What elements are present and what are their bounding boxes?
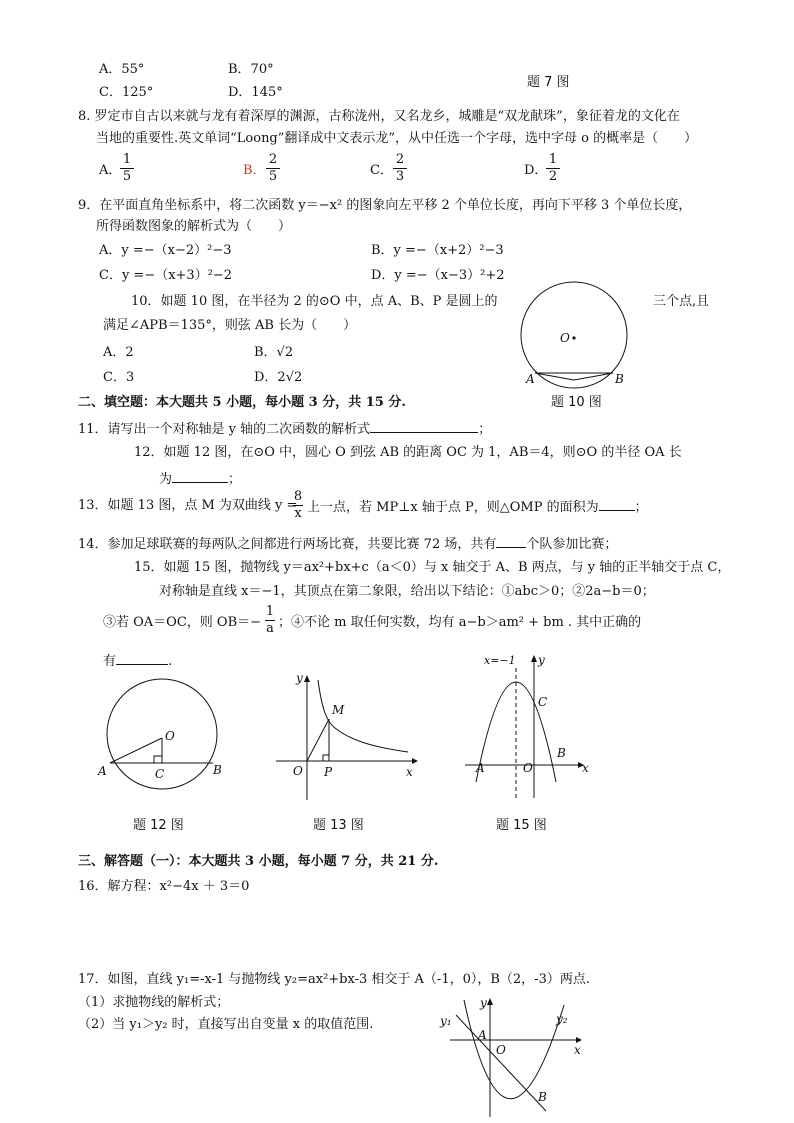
fig13-label-y: y [296, 671, 303, 685]
q13-stem-pre: 13．如题 13 图，点 M 为双曲线 y = [78, 498, 298, 513]
q8-option-c: C． [370, 163, 393, 178]
q7-option-d: D．145° [228, 85, 283, 100]
q10-circle [521, 282, 627, 388]
q13-stem-post: 上一点，若 MP⊥x 轴于点 P，则△OMP 的面积为 ； [307, 500, 648, 515]
q10-label-b: B [615, 372, 624, 386]
figure-13 [272, 670, 422, 810]
q17-part1: （1）求抛物线的解析式； [78, 995, 230, 1010]
q16-stem: 16．解方程：x²−4x ＋ 3＝0 [78, 879, 250, 894]
fig12-caption: 题 12 图 [133, 818, 184, 833]
q10-option-b: B．√2 [254, 345, 294, 360]
fig13-label-m: M [332, 703, 345, 717]
q17-y-arrow [487, 998, 493, 1005]
q15-answer-blank[interactable] [116, 652, 168, 665]
q10-option-c: C．3 [103, 370, 135, 385]
q7-option-a: A．55° [99, 62, 145, 77]
q12-stem-line2: 为 ； [159, 472, 242, 487]
q10-stem-line2: 满足∠APB＝135°，则弦 AB 长为（ ） [103, 318, 357, 333]
q10-figure-caption: 题 10 图 [551, 395, 602, 410]
q15-stem-line2: 对称轴是直线 x＝−1，其顶点在第二象限，给出以下结论：①abc＞0；②2a−b＝0； [159, 584, 655, 599]
q9-option-c: C．y =−（x+3）²−2 [99, 268, 233, 283]
q17-line-y1 [456, 1015, 546, 1111]
q9-stem-line2: 所得函数图象的解析式为（ ） [96, 219, 292, 234]
q10-stem-line1: 10．如题 10 图，在半径为 2 的⊙O 中，点 A、B、P 是圆上的 [131, 294, 498, 309]
fig12-label-c: C [155, 767, 165, 781]
fig15-label-y: y [538, 653, 545, 667]
q15-stem-line1: 15．如题 15 图，抛物线 y＝ax²+bx+c（a＜0）与 x 轴交于 A、B 两点，与 y 轴的正半轴交于点 C， [134, 560, 731, 575]
q8-option-d: D． [524, 163, 548, 178]
fig15-label-b: B [557, 746, 566, 760]
q15-fraction: 1 a [265, 604, 275, 636]
q17-label-y2: y₂ [556, 1012, 568, 1026]
fig13-label-p: P [324, 765, 333, 779]
fig12-right-angle [154, 756, 162, 763]
figure-12 [95, 680, 235, 790]
q8-option-b: B． [243, 163, 266, 178]
fig13-x-arrow [412, 758, 418, 764]
section-2-heading: 二、填空题：本大题共 5 小题，每小题 3 分，共 15 分. [78, 395, 406, 410]
q15-stem-line4: 有 . [103, 654, 173, 669]
q17-parabola [464, 1000, 564, 1099]
fig15-label-a: A [476, 761, 485, 775]
fig13-label-x: x [406, 765, 413, 779]
fig15-label-axis: x=−1 [484, 654, 516, 667]
q11-answer-blank[interactable] [370, 420, 478, 433]
q8-fraction-a: 1 5 [120, 153, 134, 184]
figure-15 [462, 650, 602, 800]
q17-stem: 17．如图，直线 y₁=-x-1 与抛物线 y₂=ax²+bx-3 相交于 A（-1，0），B（2，-3）两点. [78, 972, 590, 987]
q17-figure [438, 995, 598, 1120]
q8-stem-line1: 8. 罗定市自古以来就与龙有着深厚的渊源，古称泷州，又名龙乡，城雕是“双龙献珠”，象征着龙的文化在 [78, 109, 680, 124]
q9-stem-line1: 9．在平面直角坐标系中，将二次函数 y＝−x² 的图象向左平移 2 个单位长度，再向下平移 3 个单位长度， [78, 198, 692, 213]
q10-option-a: A．2 [103, 345, 134, 360]
q15-stem-line3-pre: ③若 OA＝OC，则 OB＝− [103, 615, 262, 630]
q9-option-b: B．y =−（x+2）²−3 [371, 243, 504, 258]
fig12-label-o: O [165, 729, 175, 743]
fig15-label-o: O [523, 761, 533, 775]
fig13-right-angle [323, 755, 329, 761]
q10-label-a: A [526, 372, 535, 386]
q10-center-dot [572, 336, 575, 339]
q10-label-o: O [560, 331, 570, 345]
q17-part2: （2）当 y₁＞y₂ 时，直接写出自变量 x 的取值范围. [78, 1017, 374, 1032]
section-3-heading: 三、解答题（一）：本大题共 3 小题，每小题 7 分，共 21 分. [78, 854, 439, 869]
fig13-y-arrow [304, 675, 310, 682]
q17-label-x: x [574, 1043, 581, 1057]
fig15-y-arrow [531, 655, 537, 662]
q10-stem-line1-end: 三个点,且 [653, 294, 710, 309]
q9-option-d: D．y =−（x−3）²+2 [371, 268, 505, 283]
fig12-label-a: A [98, 764, 107, 778]
q8-stem-line2: 当地的重要性.英文单词“Loong”翻译成中文表示龙”，从中任选一个字母，选中字母 o 的概率是（ ） [96, 131, 698, 146]
fig13-caption: 题 13 图 [313, 818, 364, 833]
q7-option-b: B．70° [228, 62, 274, 77]
q14-stem: 14．参加足球联赛的每两队之间都进行两场比赛，共要比赛 72 场，共有 个队参加比赛； [78, 537, 618, 552]
fig15-label-x: x [582, 761, 589, 775]
q10-circle-figure [515, 285, 635, 395]
fig12-label-b: B [213, 763, 222, 777]
q8-fraction-d: 1 2 [546, 153, 560, 184]
q8-fraction-c: 2 3 [393, 153, 407, 184]
fig15-label-c: C [538, 695, 548, 709]
q17-label-y1: y₁ [440, 1014, 452, 1028]
q17-label-y: y [480, 996, 487, 1010]
q8-fraction-b: 2 5 [266, 153, 280, 184]
q12-stem-line1: 12．如题 12 图，在⊙O 中，圆心 O 到弦 AB 的距离 OC 为 1，AB＝4，则⊙O 的半径 OA 长 [134, 445, 682, 460]
q15-stem-line3-post: ；④不论 m 取任何实数，均有 a−b＞am² + bm . 其中正确的 [278, 615, 642, 630]
q8-option-a: A． [99, 163, 122, 178]
q7-option-c: C．125° [99, 85, 154, 100]
fig15-caption: 题 15 图 [496, 818, 547, 833]
q12-answer-blank[interactable] [172, 470, 228, 483]
q17-label-o: O [496, 1043, 506, 1057]
q17-label-a: A [478, 1028, 487, 1042]
q13-fraction: 8 x [293, 489, 303, 521]
q10-option-d: D．2√2 [254, 370, 303, 385]
q9-option-a: A．y =−（x−2）²−3 [99, 243, 232, 258]
fig13-label-o: O [293, 764, 303, 778]
q14-answer-blank[interactable] [496, 535, 526, 548]
q11-stem: 11．请写出一个对称轴是 y 轴的二次函数的解析式 ； [78, 422, 492, 437]
q7-figure-caption: 题 7 图 [527, 75, 570, 90]
q17-label-b: B [538, 1090, 547, 1104]
q13-answer-blank[interactable] [599, 498, 635, 511]
